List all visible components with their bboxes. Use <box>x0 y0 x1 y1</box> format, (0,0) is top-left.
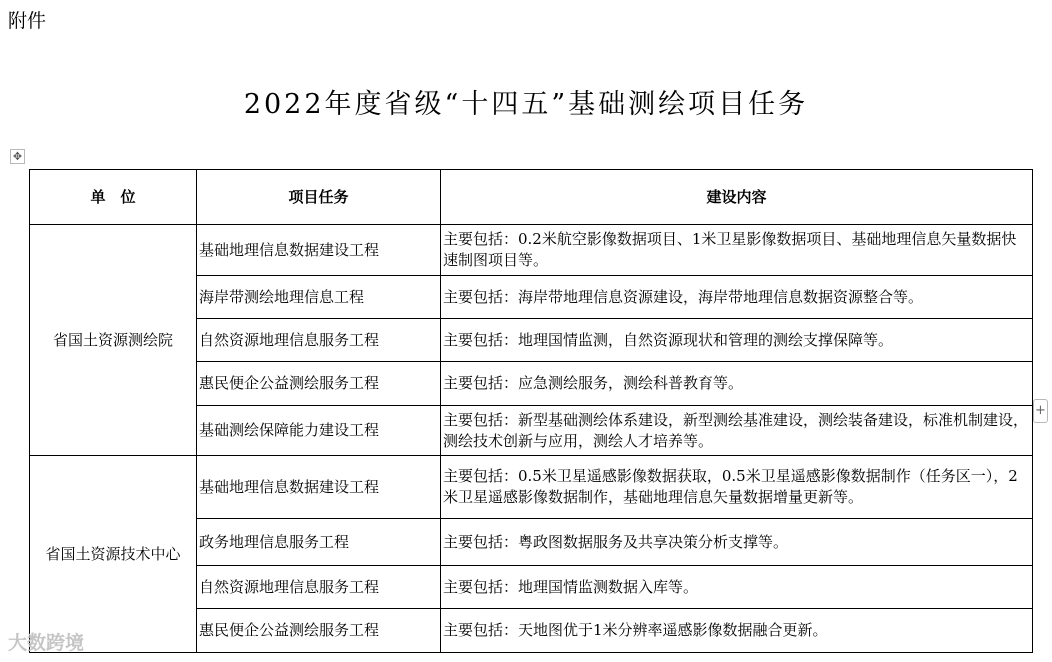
unit-cell: 省国土资源技术中心 <box>30 456 197 653</box>
content-cell: 主要包括：新型基础测绘体系建设，新型测绘基准建设，测绘装备建设，标准机制建设，测绘技术创新与应用，测绘人才培养等。 <box>441 406 1033 456</box>
watermark-logo: 大数跨境 <box>8 632 85 654</box>
content-cell: 主要包括：海岸带地理信息资源建设，海岸带地理信息数据资源整合等。 <box>441 276 1033 319</box>
column-header-content: 建设内容 <box>441 170 1033 225</box>
table-header-row <box>30 170 1033 225</box>
column-header-task: 项目任务 <box>197 170 441 225</box>
task-cell: 基础测绘保障能力建设工程 <box>197 406 441 456</box>
content-cell: 主要包括：天地图优于1米分辨率遥感影像数据融合更新。 <box>441 609 1033 653</box>
table-row <box>30 456 1033 519</box>
task-cell: 惠民便企公益测绘服务工程 <box>197 362 441 406</box>
attachment-label: 附件 <box>8 10 47 32</box>
task-cell: 惠民便企公益测绘服务工程 <box>197 609 441 653</box>
task-cell: 自然资源地理信息服务工程 <box>197 319 441 362</box>
content-cell: 主要包括：地理国情监测，自然资源现状和管理的测绘支撑保障等。 <box>441 319 1033 362</box>
column-header-unit: 单 位 <box>30 170 197 225</box>
unit-cell: 省国土资源测绘院 <box>30 225 197 456</box>
content-cell: 主要包括：粤政图数据服务及共享决策分析支撑等。 <box>441 519 1033 566</box>
table-row <box>30 225 1033 276</box>
move-arrows-icon[interactable]: ✥ <box>10 149 25 164</box>
plus-icon[interactable]: + <box>1033 399 1048 423</box>
task-cell: 基础地理信息数据建设工程 <box>197 225 441 276</box>
task-table <box>29 169 1033 653</box>
task-cell: 海岸带测绘地理信息工程 <box>197 276 441 319</box>
task-cell: 政务地理信息服务工程 <box>197 519 441 566</box>
task-cell: 基础地理信息数据建设工程 <box>197 456 441 519</box>
content-cell: 主要包括：地理国情监测数据入库等。 <box>441 566 1033 609</box>
content-cell: 主要包括：0.2米航空影像数据项目、1米卫星影像数据项目、基础地理信息矢量数据快速制图项目等。 <box>441 225 1033 276</box>
content-cell: 主要包括：应急测绘服务，测绘科普教育等。 <box>441 362 1033 406</box>
task-cell: 自然资源地理信息服务工程 <box>197 566 441 609</box>
content-cell: 主要包括：0.5米卫星遥感影像数据获取，0.5米卫星遥感影像数据制作（任务区一），2米卫星遥感影像数据制作，基础地理信息矢量数据增量更新等。 <box>441 456 1033 519</box>
page-title: 2022年度省级“十四五”基础测绘项目任务 <box>243 89 809 120</box>
